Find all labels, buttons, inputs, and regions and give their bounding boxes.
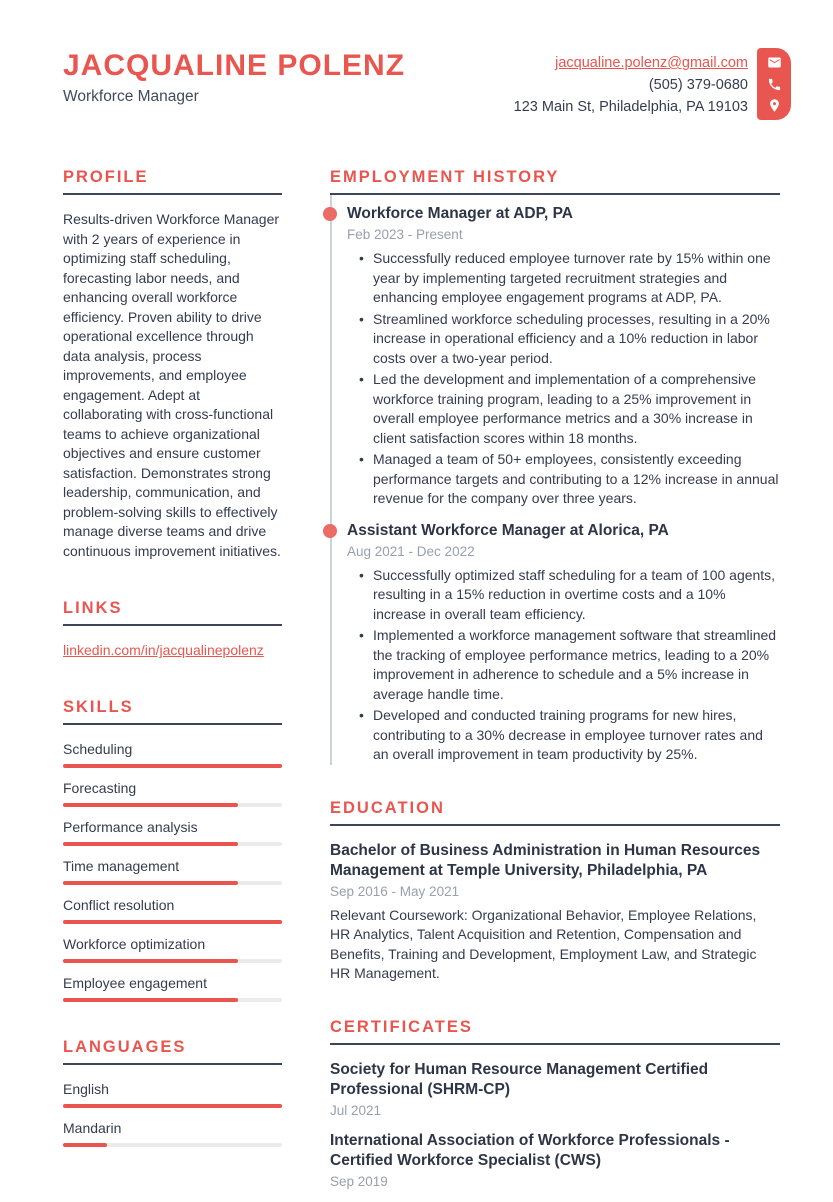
education-title: Bachelor of Business Administration in Human Resources Management at Temple University, Philadelphia, PA (330, 841, 761, 879)
contact-block (514, 52, 748, 118)
languages-heading: LANGUAGES (63, 1038, 282, 1065)
links-list (63, 641, 282, 660)
certificate-date: Jul 2021 (330, 1102, 382, 1118)
skill-label: Employee engagement (63, 975, 207, 991)
education-entry (330, 841, 780, 984)
skill-label: Workforce optimization (63, 936, 206, 952)
skill-bar-fill (63, 998, 238, 1002)
skill-label: Conflict resolution (63, 897, 175, 913)
skill-item (63, 857, 282, 885)
skill-bar-track (63, 842, 282, 846)
skill-label: Mandarin (63, 1120, 122, 1136)
job-bullet: • Streamlined workforce scheduling processes, resulting in a 20% increase in operational efficiency and a 10% reduction in labor costs over a two-year period. (347, 310, 780, 369)
certificates-list (330, 1060, 780, 1189)
skills-section (63, 698, 282, 1002)
education-date: Sep 2016 - May 2021 (330, 883, 460, 899)
certificates-heading: CERTIFICATES (330, 1018, 780, 1045)
employment-timeline (330, 195, 780, 765)
contact-icon-strip (757, 48, 791, 120)
skill-item (63, 974, 282, 1002)
job-date: Feb 2023 - Present (347, 227, 463, 242)
person-job-title: Workforce Manager (63, 88, 199, 105)
job-bullet: • Implemented a workforce management software that streamlined the tracking of employee performance metrics, leading to a 20% improvement in adherence to schedule and a 5% increase in average handle time. (347, 626, 780, 704)
job-bullet: • Successfully reduced employee turnover rate by 15% within one year by implementing targeted recruitment strategies and enhancing employee engagement programs at ADP, PA. (347, 249, 780, 308)
job-date: Aug 2021 - Dec 2022 (347, 543, 475, 559)
skill-bar-track (63, 881, 282, 885)
skill-item (63, 740, 282, 768)
profile-text: Results-driven Workforce Manager with 2 years of experience in optimizing staff scheduling, forecasting labor needs, and enhancing overall workforce efficiency. Proven ability to drive operational excellence through data analysis, process improvements, and employee engagement. Adept at collaborating with cross-functional teams to achieve organizational objectives and ensure customer satisfaction. Demonstrates strong leadership, communication, and problem-solving skills to effectively manage diverse teams and drive continuous improvement initiatives. (63, 211, 281, 559)
job-title: Workforce Manager at ADP, PA (347, 205, 573, 222)
contact-phone: (505) 379-0680 (648, 77, 748, 93)
languages-section (63, 1038, 282, 1147)
education-section (330, 799, 780, 984)
skills-list (63, 740, 282, 1002)
location-icon (767, 98, 782, 113)
skill-item (63, 1119, 282, 1147)
education-list (330, 841, 780, 984)
contact-email-row (514, 52, 748, 74)
header (63, 50, 405, 106)
job-entry (347, 521, 780, 765)
certificates-section (330, 1018, 780, 1189)
job-entry (347, 204, 780, 509)
job-bullet: • Led the development and implementation of a comprehensive workforce training program, leading to a 25% improvement in overall employee performance metrics and a 30% increase in client satisfaction scores within 18 months. (347, 370, 780, 448)
job-bullet: • Developed and conducted training programs for new hires, contributing to a 30% decrease in employee turnover rates and an overall improvement in team productivity by 25%. (347, 706, 780, 765)
skill-bar-fill (63, 764, 282, 768)
profile-section (63, 168, 282, 561)
job-title: Assistant Workforce Manager at Alorica, PA (347, 521, 669, 539)
employment-heading: EMPLOYMENT HISTORY (330, 168, 780, 195)
skill-bar-fill (63, 842, 238, 846)
link-item[interactable]: linkedin.com/in/jacqualinepolenz (63, 642, 264, 658)
education-heading: EDUCATION (330, 799, 780, 826)
skill-label: English (63, 1081, 109, 1097)
person-name: JACQUALINE POLENZ (63, 49, 406, 82)
skill-bar-fill (63, 881, 238, 885)
skill-label: Performance analysis (63, 819, 198, 835)
profile-heading: PROFILE (63, 168, 282, 195)
skill-bar-fill (63, 803, 238, 807)
skills-heading: SKILLS (63, 698, 282, 725)
job-bullet: • Successfully optimized staff scheduling for a team of 100 agents, resulting in a 15% reduction in overtime costs and a 10% increase in overall team efficiency. (347, 566, 780, 625)
certificate-title: Society for Human Resource Management Certified Professional (SHRM-CP) (330, 1060, 709, 1098)
email-icon (767, 55, 782, 70)
certificate-title: International Association of Workforce Professionals - Certified Workforce Specialist (CWS) (330, 1131, 730, 1169)
links-section (63, 599, 282, 660)
skill-item (63, 896, 282, 924)
timeline-dot-icon (323, 524, 337, 538)
skill-bar-track (63, 803, 282, 807)
languages-list (63, 1080, 282, 1147)
skill-bar-fill (63, 959, 238, 963)
employment-section (330, 168, 780, 765)
skill-label: Scheduling (63, 741, 133, 757)
certificate-date: Sep 2019 (330, 1173, 388, 1189)
email-link[interactable]: jacqualine.polenz@gmail.com (555, 55, 748, 71)
contact-address: 123 Main St, Philadelphia, PA 19103 (513, 99, 748, 115)
skill-label: Forecasting (63, 780, 137, 796)
job-bullets (347, 249, 780, 509)
skill-item (63, 1080, 282, 1108)
skill-bar-track (63, 1104, 282, 1108)
skill-item (63, 818, 282, 846)
skill-bar-fill (63, 920, 282, 924)
certificate-entry (330, 1131, 780, 1189)
left-column (63, 168, 282, 1185)
skill-bar-track (63, 764, 282, 768)
skill-item (63, 779, 282, 807)
phone-icon (767, 77, 782, 92)
skill-bar-track (63, 1143, 282, 1147)
skill-bar-fill (63, 1104, 282, 1108)
skill-label: Time management (63, 858, 180, 874)
job-bullet: • Managed a team of 50+ employees, consistently exceeding performance targets and contributing to a 12% increase in annual revenue for the company over three years. (347, 450, 780, 509)
skill-bar-track (63, 998, 282, 1002)
skill-bar-track (63, 959, 282, 963)
certificate-entry (330, 1060, 780, 1118)
education-description: Relevant Coursework: Organizational Behavior, Employee Relations, HR Analytics, Talent Acquisition and Retention, Compensation and Benefits, Training and Development, Employment Law, and Strategic HR Management. (330, 906, 757, 981)
right-column (330, 168, 780, 1202)
job-bullets (347, 566, 780, 765)
skill-bar-fill (63, 1143, 107, 1147)
skill-item (63, 935, 282, 963)
links-heading: LINKS (63, 599, 282, 626)
timeline-dot-icon (323, 207, 337, 221)
skill-bar-track (63, 920, 282, 924)
